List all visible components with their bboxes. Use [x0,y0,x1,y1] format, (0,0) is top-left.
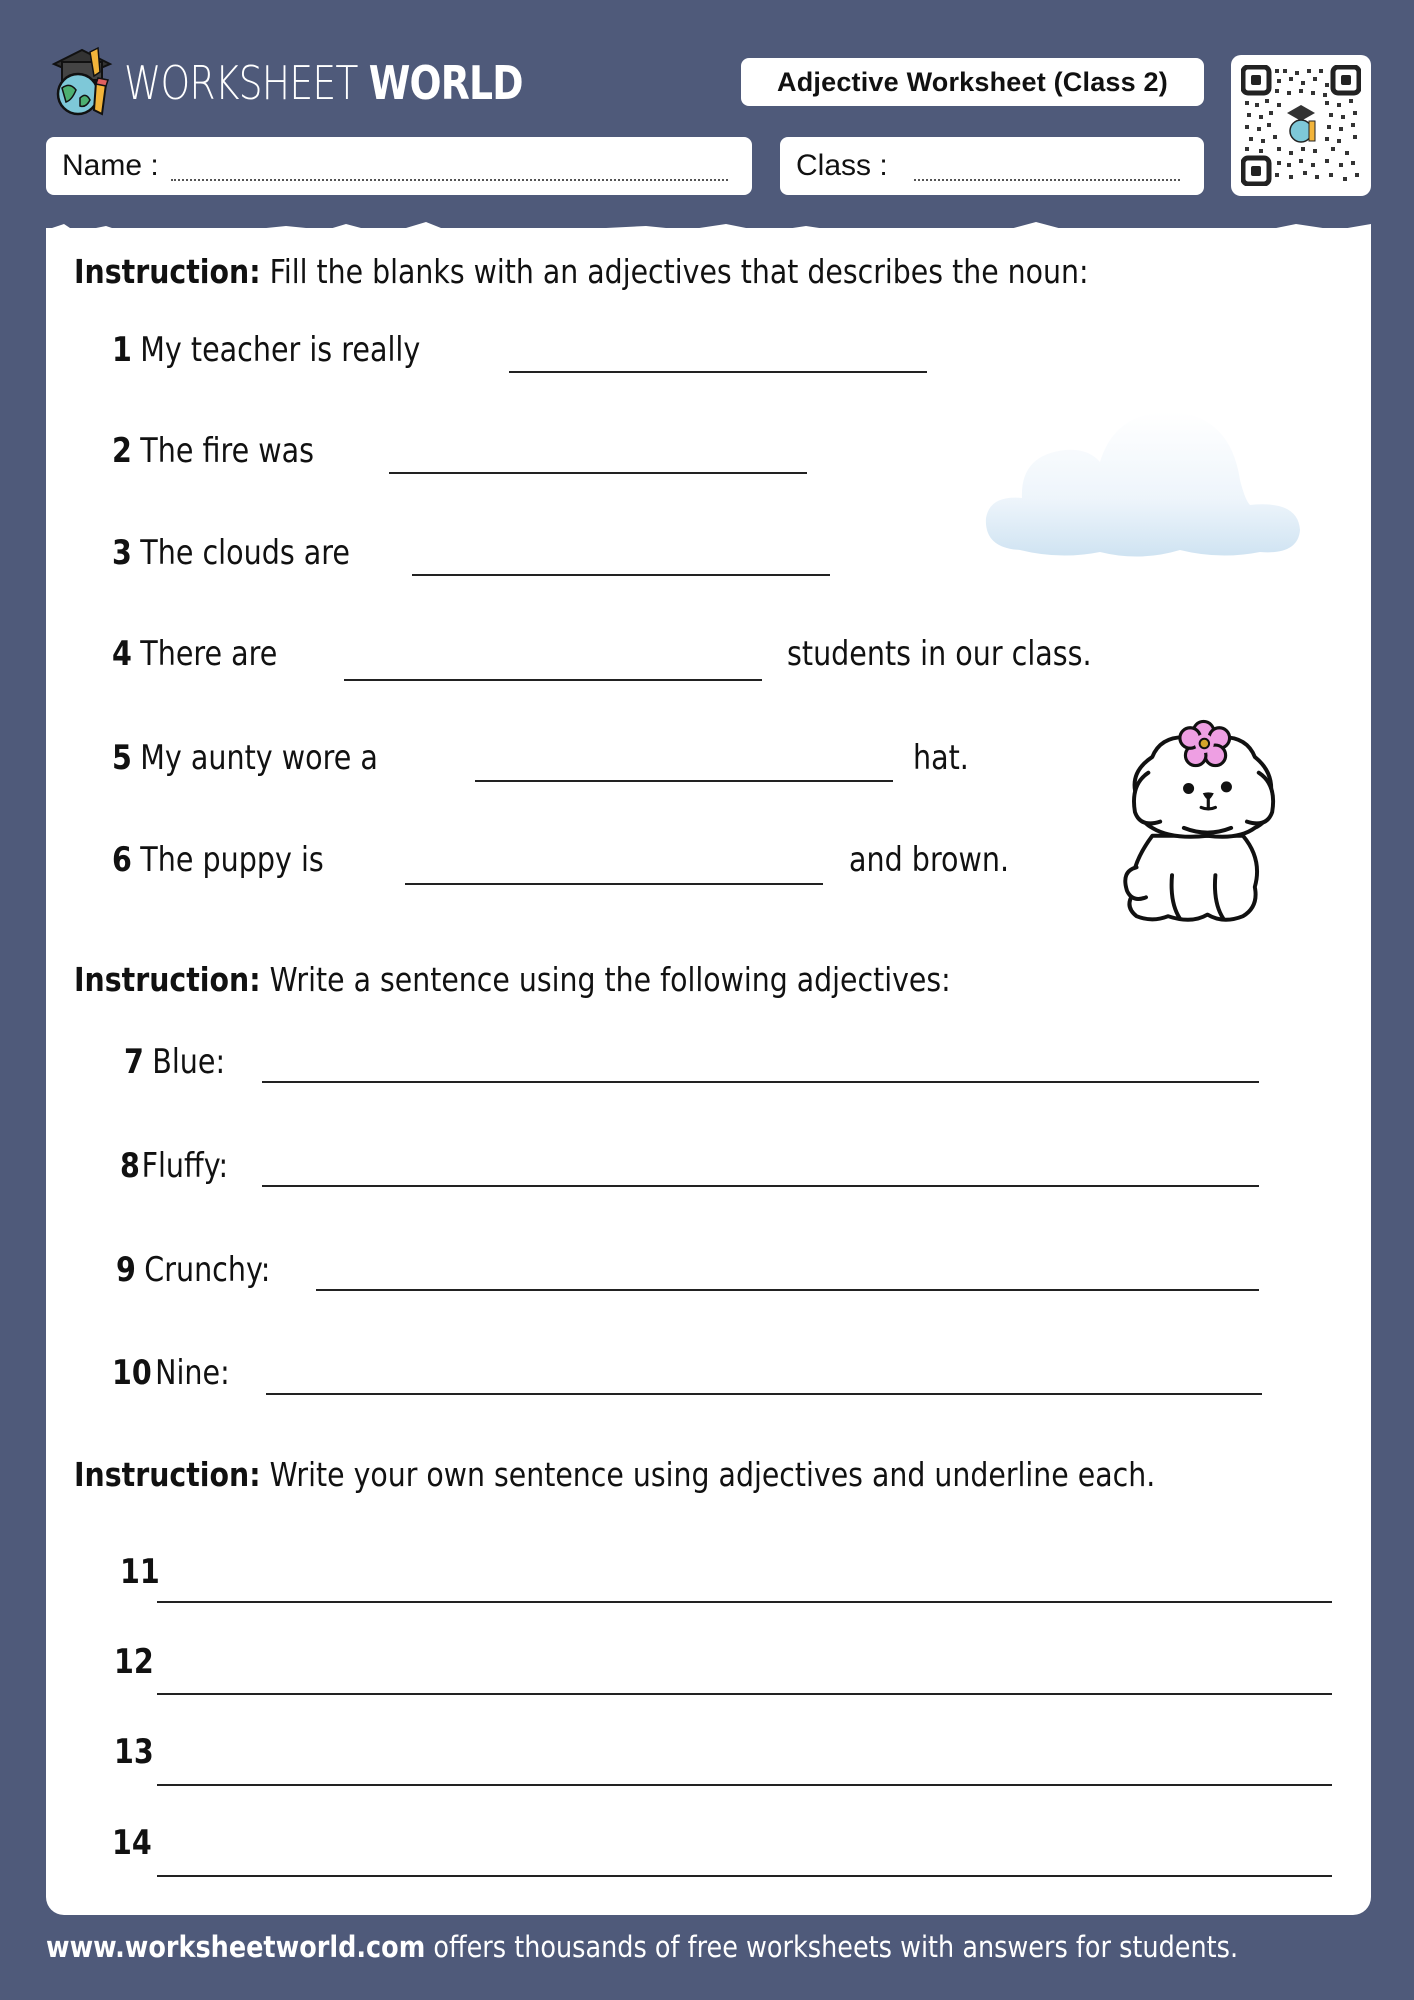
question-number: 1 [112,330,132,370]
question-number: 5 [112,738,132,778]
instruction-3 [74,1455,1155,1494]
brand-name [124,56,523,110]
name-dotted-line[interactable] [171,179,728,181]
question-text: My teacher is really [140,330,421,370]
question-6 [112,840,324,880]
question-word: Crunchy: [144,1250,271,1290]
question-number: 3 [112,533,132,573]
class-label: Class : [796,149,888,182]
question-7 [124,1042,225,1082]
question-word: Blue: [152,1042,226,1082]
question-text: My aunty wore a [140,738,378,778]
answer-line-12[interactable] [157,1693,1332,1695]
question-10 [112,1353,230,1393]
question-12 [114,1642,162,1682]
question-number: 13 [114,1732,154,1772]
answer-line-10[interactable] [266,1393,1262,1395]
puppy-illustration-icon [1105,695,1310,945]
logo-icon [46,42,116,118]
question-text: The fire was [140,431,314,471]
answer-blank-2[interactable] [389,472,807,474]
question-number: 7 [124,1042,144,1082]
question-9 [116,1250,270,1290]
question-number: 9 [116,1250,136,1290]
cloud-illustration-icon [980,400,1306,570]
question-2 [112,431,314,471]
question-14 [112,1823,160,1863]
question-number: 12 [114,1642,154,1682]
brand-bold: WORLD [368,56,523,110]
question-11 [120,1552,168,1592]
class-field[interactable] [780,137,1204,195]
question-number: 10 [112,1353,152,1393]
instruction-3-text: Write your own sentence using adjectives and underline each. [260,1455,1156,1494]
question-word: Nine: [155,1353,230,1393]
question-text: There are [140,634,278,674]
name-field[interactable] [46,137,752,195]
answer-line-7[interactable] [262,1081,1259,1083]
question-number: 8 [120,1146,140,1186]
answer-line-14[interactable] [157,1875,1332,1877]
class-dotted-line[interactable] [914,179,1180,181]
answer-line-8[interactable] [262,1185,1259,1187]
answer-blank-1[interactable] [509,371,927,373]
instruction-2 [74,960,951,999]
footer-text [46,1930,1238,1964]
answer-blank-4[interactable] [344,679,762,681]
question-number: 4 [112,634,132,674]
question-text: The clouds are [140,533,350,573]
qr-code-icon [1231,55,1371,196]
question-1 [112,330,420,370]
footer-site-link[interactable]: www.worksheetworld.com [46,1930,426,1964]
question-number: 2 [112,431,132,471]
instruction-3-label: Instruction: [74,1455,261,1494]
question-4 [112,634,277,674]
name-label: Name : [62,149,159,182]
answer-line-11[interactable] [157,1601,1332,1603]
question-word: Fluffy: [141,1146,229,1186]
question-4-after: students in our class. [787,634,1092,674]
answer-blank-5[interactable] [475,780,893,782]
question-8 [120,1146,228,1186]
question-3 [112,533,350,573]
worksheet-title: Adjective Worksheet (Class 2) [741,58,1204,106]
torn-paper-edge [46,218,1371,248]
question-number: 14 [112,1823,152,1863]
answer-line-9[interactable] [316,1289,1259,1291]
question-5-after: hat. [913,738,969,778]
question-5 [112,738,378,778]
instruction-1-text: Fill the blanks with an adjectives that describes the noun: [260,252,1089,291]
brand-light: WORKSHEET [124,56,358,110]
question-number: 11 [120,1552,160,1592]
question-number: 6 [112,840,132,880]
instruction-1 [74,252,1089,291]
answer-blank-3[interactable] [412,574,830,576]
instruction-1-label: Instruction: [74,252,261,291]
instruction-2-text: Write a sentence using the following adjectives: [260,960,951,999]
instruction-2-label: Instruction: [74,960,261,999]
footer-description: offers thousands of free worksheets with answers for students. [425,1930,1239,1964]
question-13 [114,1732,162,1772]
question-6-after: and brown. [849,840,1010,880]
answer-line-13[interactable] [157,1784,1332,1786]
question-text: The puppy is [140,840,324,880]
answer-blank-6[interactable] [405,883,823,885]
